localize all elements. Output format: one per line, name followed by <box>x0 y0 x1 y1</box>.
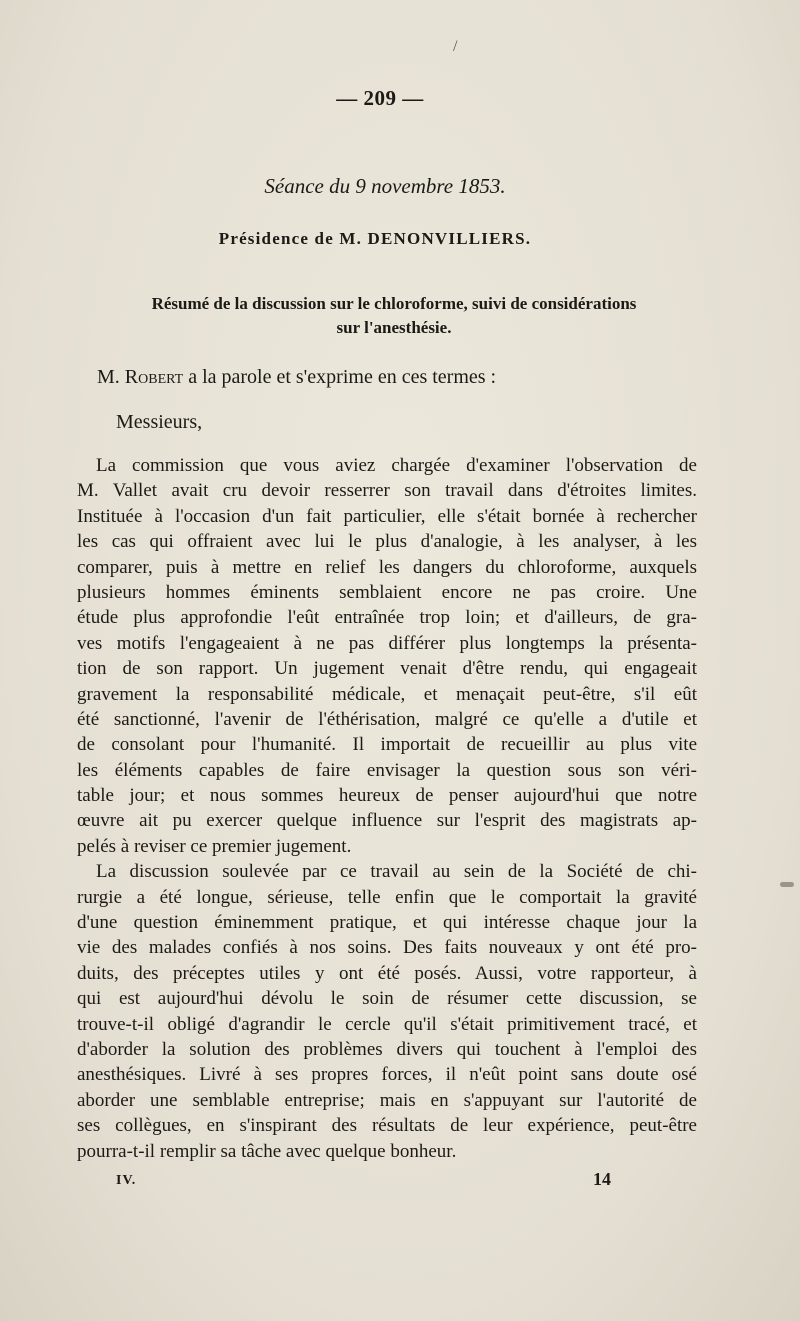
signature-mark: 14 <box>593 1169 611 1189</box>
text-line: trouve-t-il obligé d'agrandir le cercle qu'il s'était primitivement tracé, et <box>77 1013 697 1035</box>
text-line: ves motifs l'engageaient à ne pas différer plus longtemps la présenta- <box>77 632 697 654</box>
text-line: table jour; et nous sommes heureux de penser aujourd'hui que notre <box>77 785 697 807</box>
text-line: œuvre ait pu exercer quelque influence sur l'esprit des magistrats ap- <box>77 810 697 832</box>
salutation: Messieurs, <box>116 411 203 433</box>
text-line: ses collègues, en s'inspirant des résultats de leur expérience, peut-être <box>77 1115 697 1137</box>
text-line: M. Vallet avait cru devoir resserrer son travail dans d'étroites limites. <box>77 480 697 502</box>
text-line: gravement la responsabilité médicale, et menaçait peut-être, s'il eût <box>77 683 697 705</box>
speaker-intro-prefix: M. <box>97 366 125 388</box>
text-line: vie des malades confiés à nos soins. Des faits nouveaux y ont été pro- <box>77 937 697 959</box>
speaker-intro-suffix: a la parole et s'exprime en ces termes : <box>183 366 497 388</box>
text-line: pelés à reviser ce premier jugement. <box>77 835 352 857</box>
text-line: de consolant pour l'humanité. Il importait de recueillir au plus vite <box>77 734 697 756</box>
page-number: — 209 — <box>336 86 424 110</box>
text-line: pourra-t-il remplir sa tâche avec quelque bonheur. <box>77 1140 457 1162</box>
text-line: plusieurs hommes éminents semblaient encore ne pas croire. Une <box>77 581 697 603</box>
volume-mark: IV. <box>116 1173 137 1188</box>
text-line: aborder une semblable entreprise; mais en s'appuyant sur l'autorité de <box>77 1089 697 1111</box>
speaker-name: Robert <box>124 366 184 388</box>
body-text <box>77 453 697 1164</box>
text-line: comparer, puis à mettre en relief les dangers du chloroforme, auxquels <box>77 556 697 578</box>
session-heading: Séance du 9 novembre 1853. <box>264 174 506 198</box>
text-line: tion de son rapport. Un jugement venait d'être rendu, qui engageait <box>77 658 697 680</box>
page-edge-mark <box>780 882 794 887</box>
paragraph <box>77 453 697 859</box>
speaker-intro <box>97 366 496 389</box>
text-line: étude plus approfondie l'eût entraînée trop loin; et d'ailleurs, de gra- <box>77 607 697 629</box>
text-line: d'une question éminemment pratique, et qui intéresse chaque jour la <box>77 912 697 934</box>
text-line: les éléments capables de faire envisager la question sous son véri- <box>77 759 697 781</box>
section-title-line-2: sur l'anesthésie. <box>336 318 452 337</box>
text-line: rurgie a été longue, sérieuse, telle enfin que le comportait la gravité <box>77 886 697 908</box>
text-line: les cas qui offraient avec lui le plus d'analogie, à les analyser, à les <box>77 531 697 553</box>
text-line: été sanctionné, l'avenir de l'éthérisation, malgré ce qu'elle a d'utile et <box>77 708 697 730</box>
section-title-line-1: Résumé de la discussion sur le chloroforme, suivi de considérations <box>151 294 637 313</box>
text-line: Instituée à l'occasion d'un fait particulier, elle s'était bornée à rechercher <box>77 505 697 527</box>
presidency-heading: Présidence de M. DENONVILLIERS. <box>218 229 532 248</box>
stray-pen-mark: / <box>453 38 458 55</box>
text-line: La discussion soulevée par ce travail au sein de la Société de chi- <box>96 861 697 883</box>
section-title <box>74 292 714 340</box>
text-line: qui est aujourd'hui dévolu le soin de résumer cette discussion, se <box>77 988 697 1010</box>
text-line: duits, des préceptes utiles y ont été posés. Aussi, votre rapporteur, à <box>77 962 697 984</box>
text-line: d'aborder la solution des problèmes divers qui touchent à l'emploi des <box>77 1038 697 1060</box>
text-line: La commission que vous aviez chargée d'examiner l'observation de <box>96 455 697 476</box>
paragraph <box>77 859 697 1164</box>
text-line: anesthésiques. Livré à ses propres forces, il n'eût point sans doute osé <box>77 1064 697 1086</box>
